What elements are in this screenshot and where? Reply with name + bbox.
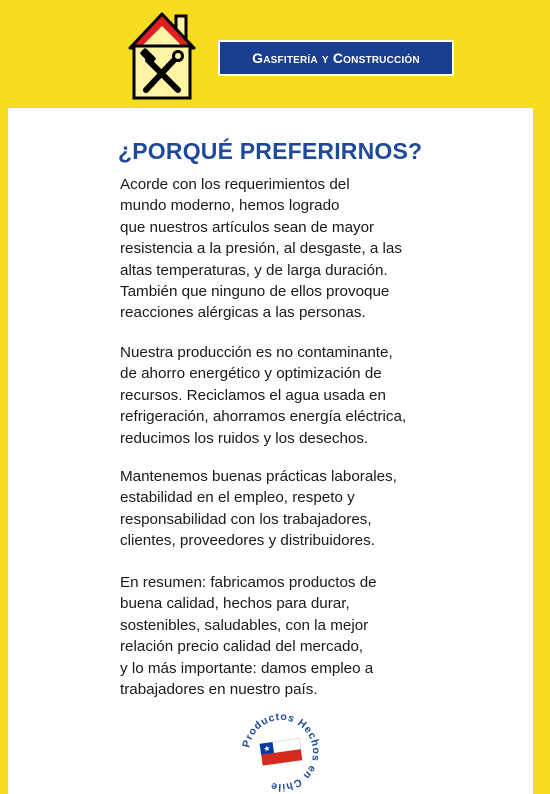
paragraph-line: y lo más importante: damos empleo a [120, 659, 374, 677]
paragraph-line: sostenibles, saludables, con la mejor [120, 616, 369, 634]
paragraph-1 [120, 174, 470, 324]
paragraph-line: mundo moderno, hemos logrado [120, 197, 340, 215]
paragraph-line: recursos. Reciclamos el agua usada en [120, 386, 386, 404]
paragraph-line: refrigeración, ahorramos energía eléctrica, [120, 408, 407, 426]
brand-title: Gasfitería y Construcción [252, 50, 420, 66]
paragraph-line: estabilidad en el empleo, respeto y [120, 489, 355, 507]
house-tools-icon [126, 10, 198, 102]
paragraph-line: En resumen: fabricamos productos de [120, 574, 377, 591]
paragraph-line: resistencia a la presión, al desgaste, a las [120, 240, 402, 258]
paragraph-line: que nuestros artículos sean de mayor [120, 218, 375, 236]
page-title: ¿PORQUÉ PREFERIRNOS? [118, 138, 423, 164]
paragraph-line: Mantenemos buenas prácticas laborales, [120, 468, 397, 485]
paragraph-line: buena calidad, hechos para durar, [120, 595, 350, 613]
brand-box [218, 40, 454, 76]
paragraph-4 [120, 572, 470, 700]
paragraph-line: reacciones alérgicas a las personas. [120, 304, 366, 322]
paragraph-line: También que ninguno de ellos provoque [120, 283, 390, 301]
paragraph-3 [120, 466, 470, 552]
paragraph-line: Nuestra producción es no contaminante, [120, 344, 393, 361]
paragraph-line: responsabilidad con los trabajadores, [120, 510, 372, 528]
paragraph-line: relación precio calidad del mercado, [120, 638, 364, 656]
paragraph-line: clientes, proveedores y distribuidores. [120, 532, 375, 550]
paragraph-line: de ahorro energético y optimización de [120, 365, 382, 383]
paragraph-line: trabajadores en nuestro país. [120, 681, 318, 699]
content-card [8, 108, 533, 794]
paragraph-line: Acorde con los requerimientos del [120, 176, 350, 193]
header-bar [0, 0, 550, 108]
right-stripe [533, 108, 550, 794]
paragraph-2 [120, 342, 470, 449]
paragraph-line: reducimos los ruidos y los desechos. [120, 429, 369, 447]
chile-flag-icon [236, 711, 326, 793]
paragraph-line: altas temperaturas, y de larga duración. [120, 261, 388, 279]
badge-text: Productos Hechos en Chile [240, 711, 323, 793]
